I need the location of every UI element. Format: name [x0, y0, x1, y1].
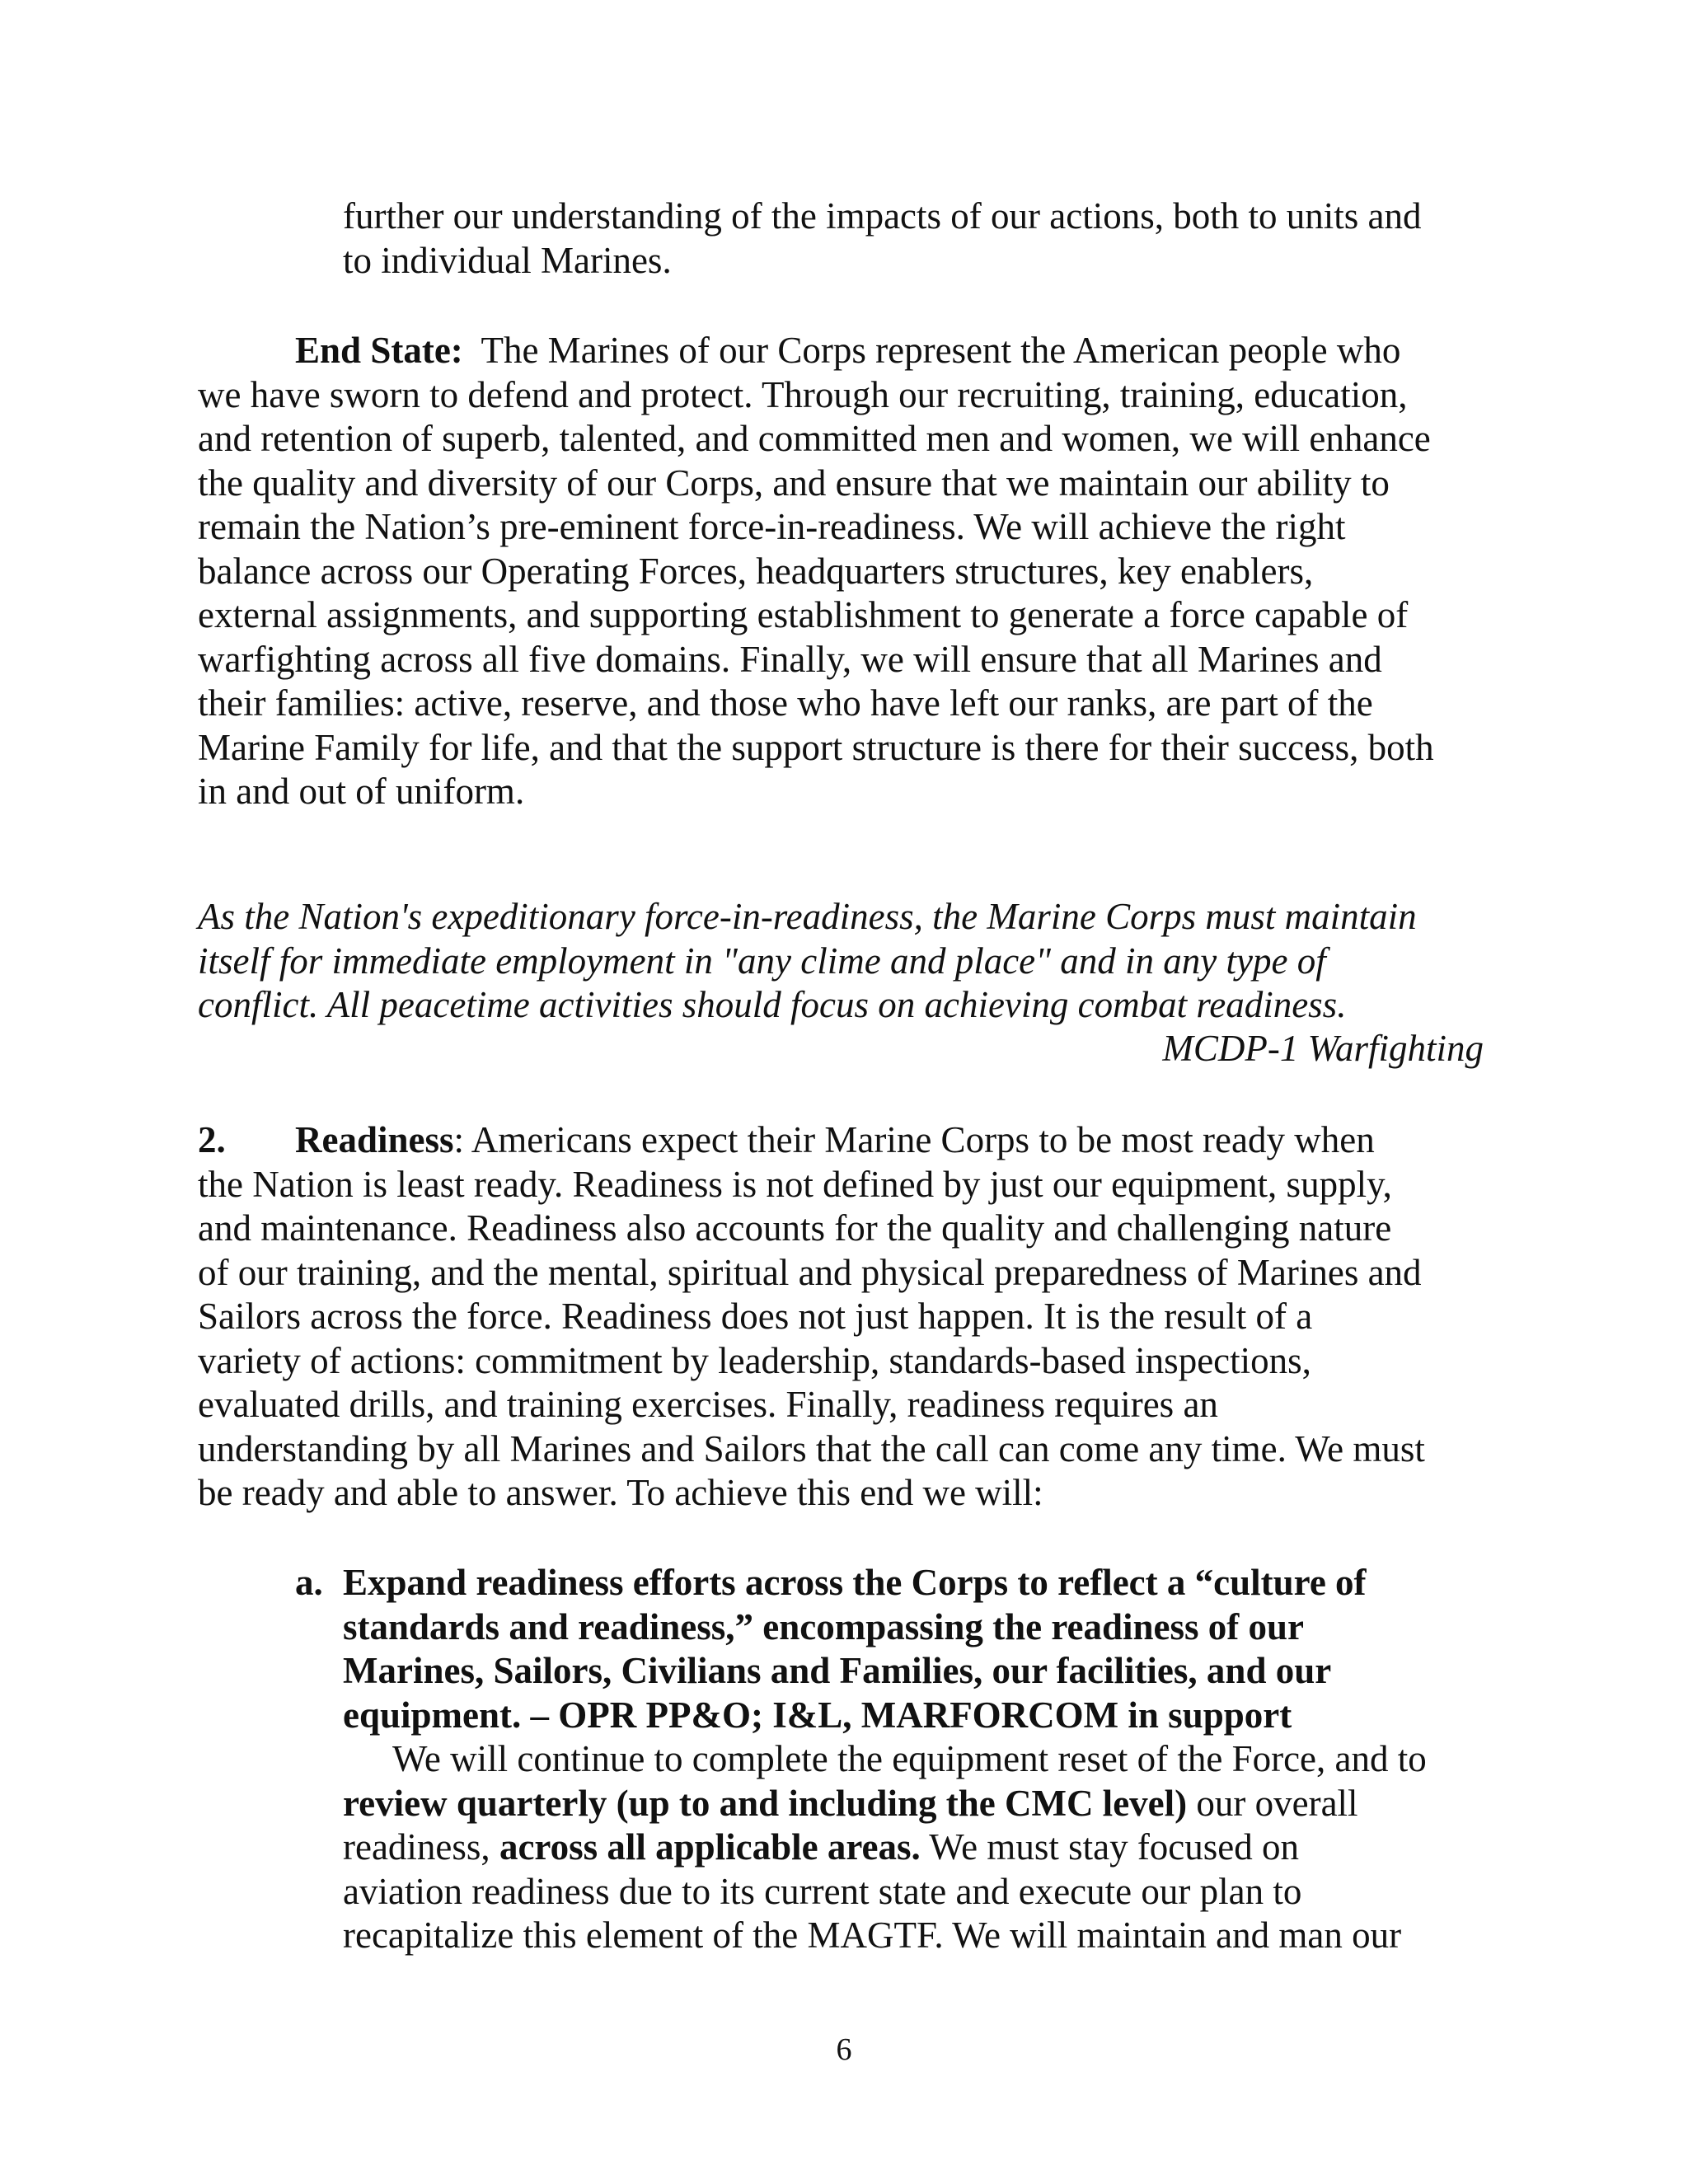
item-heading-line: Expand readiness efforts across the Corps to reflect a “culture of	[343, 1562, 1367, 1603]
quotation-block	[198, 895, 1484, 1076]
list-item-letter: a.	[295, 1562, 323, 1603]
emphasis-text: across all applicable areas.	[499, 1826, 921, 1868]
text-line: external assignments, and supporting establishment to generate a force capable of	[198, 594, 1409, 635]
readiness-paragraph	[198, 1118, 1425, 1516]
text-line: and maintenance. Readiness also accounts for the quality and challenging nature	[198, 1207, 1392, 1249]
section-number: 2.	[198, 1119, 226, 1160]
emphasis-text: review quarterly (up to and including the CMC level)	[343, 1782, 1188, 1824]
list-item-a	[295, 1561, 1427, 1958]
text-run: We must stay focused on	[920, 1826, 1300, 1868]
text-line: the quality and diversity of our Corps, and ensure that we maintain our ability to	[198, 462, 1390, 504]
text-line: understanding by all Marines and Sailors that the call can come any time. We must	[198, 1427, 1425, 1469]
text-line: recapitalize this element of the MAGTF. We will maintain and man our	[343, 1915, 1402, 1956]
text-line	[295, 1825, 1427, 1870]
text-line: variety of actions: commitment by leadership, standards-based inspections,	[198, 1339, 1311, 1381]
continuation-paragraph	[343, 194, 1421, 283]
text-line: Marine Family for life, and that the support structure is there for their success, both	[198, 726, 1434, 768]
text-line	[295, 1605, 1427, 1650]
text-line	[295, 1561, 1427, 1605]
text-line: remain the Nation’s pre-eminent force-in-readiness. We will achieve the right	[198, 506, 1346, 547]
text-run: : Americans expect their Marine Corps to be most ready when	[453, 1119, 1375, 1160]
text-line: to individual Marines.	[343, 239, 672, 281]
text-line: the Nation is least ready. Readiness is not defined by just our equipment, supply,	[198, 1163, 1392, 1205]
text-line: in and out of uniform.	[198, 771, 525, 812]
item-heading-line: equipment. – OPR PP&O; I&L, MARFORCOM in support	[343, 1694, 1292, 1736]
readiness-heading: Readiness	[295, 1119, 454, 1160]
text-line: Sailors across the force. Readiness does not just happen. It is the result of a	[198, 1296, 1313, 1337]
text-line: of our training, and the mental, spiritual and physical preparedness of Marines and	[198, 1251, 1422, 1293]
text-line: We will continue to complete the equipment reset of the Force, and to	[392, 1738, 1427, 1779]
end-state-heading: End State:	[295, 330, 463, 371]
text-line	[198, 1118, 1425, 1163]
text-line	[295, 1782, 1427, 1826]
page-number: 6	[836, 2032, 852, 2067]
text-line	[295, 1649, 1427, 1694]
text-line: and retention of superb, talented, and committed men and women, we will enhance	[198, 418, 1431, 459]
text-line: evaluated drills, and training exercises. Finally, readiness requires an	[198, 1384, 1218, 1425]
text-run: our overall	[1187, 1782, 1358, 1824]
quote-line: As the Nation's expeditionary force-in-readiness, the Marine Corps must maintain	[198, 896, 1417, 937]
text-line: warfighting across all five domains. Finally, we will ensure that all Marines and	[198, 638, 1382, 680]
item-heading-line: standards and readiness,” encompassing the readiness of our	[343, 1605, 1305, 1647]
quote-line: itself for immediate employment in "any clime and place" and in any type of	[198, 940, 1326, 982]
text-line: their families: active, reserve, and those who have left our ranks, are part of the	[198, 682, 1373, 724]
quote-line: conflict. All peacetime activities should focus on achieving combat readiness.	[198, 984, 1347, 1025]
text-line: balance across our Operating Forces, headquarters structures, key enablers,	[198, 550, 1314, 592]
text-run: The Marines of our Corps represent the American people who	[481, 330, 1401, 371]
text-run: readiness,	[343, 1826, 499, 1868]
text-line	[198, 329, 1434, 373]
text-line: we have sworn to defend and protect. Through our recruiting, training, education,	[198, 373, 1408, 415]
text-line: aviation readiness due to its current state and execute our plan to	[343, 1870, 1302, 1912]
quote-attribution: MCDP-1 Warfighting	[1162, 1028, 1484, 1069]
item-heading-line: Marines, Sailors, Civilians and Families, our facilities, and our	[343, 1650, 1332, 1691]
end-state-paragraph	[198, 329, 1434, 814]
text-line: be ready and able to answer. To achieve this end we will:	[198, 1472, 1043, 1513]
text-line	[295, 1694, 1427, 1738]
text-line: further our understanding of the impacts of our actions, both to units and	[343, 195, 1422, 237]
